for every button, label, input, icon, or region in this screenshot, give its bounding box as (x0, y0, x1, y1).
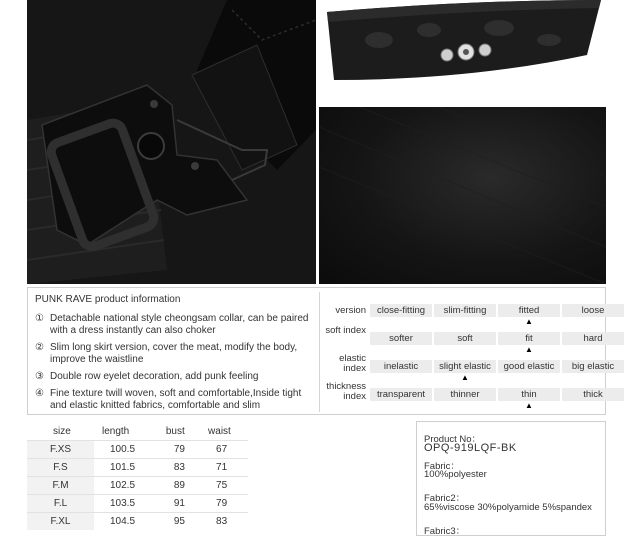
feature-number: ② (35, 342, 44, 353)
feature-number: ① (35, 313, 44, 324)
feature-number: ③ (35, 371, 44, 382)
table-row (27, 513, 248, 531)
table-cell: 83 (200, 513, 248, 531)
scale-label: thickness index (326, 381, 366, 402)
column-header: length (94, 422, 158, 441)
fabric3-label: Fabric3： (424, 526, 466, 537)
scale-option: softer (370, 332, 432, 345)
table-cell: 103.5 (94, 495, 158, 513)
feature-text: Fine texture twill woven, soft and comfortable,Inside tight and elastic knitted fabrics, comfortable and slim (50, 388, 302, 411)
product-info-panel (27, 287, 615, 415)
table-cell: 104.5 (94, 513, 158, 531)
scale-option: big elastic (562, 360, 624, 373)
table-cell: F.L (27, 495, 94, 513)
scale-option: hard (562, 332, 624, 345)
feature-text: Double row eyelet decoration, add punk feeling (50, 371, 259, 382)
table-cell: F.S (27, 459, 94, 477)
buckle-illustration (27, 0, 316, 284)
feature-text: Detachable national style cheongsam collar, can be paired with a dress instantly can also choker (50, 313, 309, 336)
scale-row-thickness (320, 380, 606, 408)
table-cell: 71 (200, 459, 248, 477)
table-cell: 79 (158, 441, 200, 459)
table-cell: 89 (158, 477, 200, 495)
scale-option: good elastic (498, 360, 560, 373)
selected-arrow-icon: ▲ (461, 373, 469, 382)
scale-option: slim-fitting (434, 304, 496, 317)
fabric1-label: Fabric： (424, 461, 460, 472)
table-cell: 79 (200, 495, 248, 513)
column-header: size (27, 422, 94, 441)
table-cell: F.XL (27, 513, 94, 531)
feature-item (35, 313, 315, 337)
fabric-photo (319, 107, 606, 284)
size-table (27, 422, 248, 530)
table-cell: 83 (158, 459, 200, 477)
table-cell: F.XS (27, 441, 94, 459)
scale-option: fit (498, 332, 560, 345)
table-row (27, 441, 248, 459)
fit-scale-panel (320, 288, 615, 415)
scale-option: thick (562, 388, 624, 401)
table-row (27, 495, 248, 513)
scale-option: slight elastic (434, 360, 496, 373)
product-number-label: Product No： (424, 434, 482, 445)
scale-option: inelastic (370, 360, 432, 373)
scale-option: close-fitting (370, 304, 432, 317)
buckle-photo (27, 0, 316, 284)
fabric2-label: Fabric2： (424, 493, 466, 504)
fabric1-value: 100%polyester (424, 469, 487, 480)
feature-item (35, 388, 315, 412)
feature-number: ④ (35, 388, 44, 399)
fabric-texture (319, 107, 606, 284)
product-number: OPQ-919LQF-BK (424, 442, 517, 454)
scale-option: soft (434, 332, 496, 345)
collar-band-illustration (319, 0, 606, 104)
info-title: PUNK RAVE product information (35, 294, 181, 305)
scale-option: transparent (370, 388, 432, 401)
product-details-panel (416, 421, 606, 536)
feature-item (35, 371, 315, 383)
column-header: bust (158, 422, 200, 441)
selected-arrow-icon: ▲ (525, 401, 533, 410)
table-cell: 102.5 (94, 477, 158, 495)
scale-label: elastic index (339, 353, 366, 374)
scale-option: thinner (434, 388, 496, 401)
table-cell: 67 (200, 441, 248, 459)
column-header: waist (200, 422, 248, 441)
scale-label: version (335, 305, 366, 316)
scale-row-soft (320, 324, 606, 352)
table-cell: F.M (27, 477, 94, 495)
scale-option: loose (562, 304, 624, 317)
feature-list (35, 313, 315, 417)
scale-option: fitted (498, 304, 560, 317)
table-cell: 95 (158, 513, 200, 531)
table-cell: 91 (158, 495, 200, 513)
table-cell: 75 (200, 477, 248, 495)
table-row (27, 477, 248, 495)
scale-row-version (320, 296, 606, 324)
table-cell: 101.5 (94, 459, 158, 477)
scale-option: thin (498, 388, 560, 401)
selected-arrow-icon: ▲ (525, 345, 533, 354)
selected-arrow-icon: ▲ (525, 317, 533, 326)
table-header-row (27, 422, 248, 441)
band-photo (319, 0, 606, 104)
scale-label: soft index (325, 325, 366, 336)
scale-row-elastic (320, 352, 615, 382)
feature-item (35, 342, 315, 366)
feature-text: Slim long skirt version, cover the meat, modify the body, improve the waistline (50, 342, 298, 365)
table-row (27, 459, 248, 477)
table-cell: 100.5 (94, 441, 158, 459)
fabric2-value: 65%viscose 30%polyamide 5%spandex (424, 502, 592, 513)
